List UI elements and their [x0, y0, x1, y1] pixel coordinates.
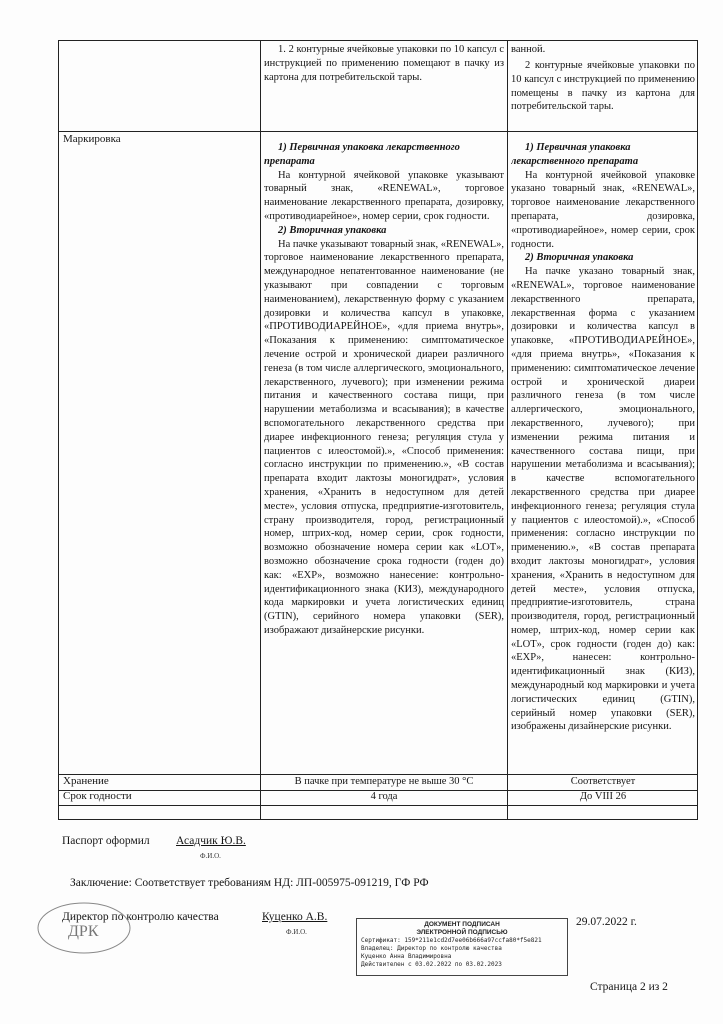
marking-label: Маркировка — [63, 133, 121, 145]
signature-title-2: ЭЛЕКТРОННОЙ ПОДПИСЬЮ — [416, 929, 508, 936]
director-name: Куценко А.В. — [262, 911, 328, 923]
marking-req-primary-heading: 1) Первичная упаковка лекарственного препарата — [264, 142, 460, 167]
document-table — [58, 40, 698, 820]
signature-owner-role: Владелец: Директор по контролю качества — [361, 945, 502, 952]
marking-req-secondary-text: На пачке указывают товарный знак, «RENEWAL», торговое наименование лекарственного препарата, международное непатентованное наименование (не указывают при совпадении с торговым наименованием), лекарственную форму с указанием дозировки и количества капсул в упаковке, «ПРОТИВОДИАРЕЙНОЕ», «для приема внутрь», «Показания к применению: симптоматическое лечение острой и хронической диареи различного генеза (в том числе аллергического, эмоционального, лекарственного, лучевого); при изменении режима питания и качественного состава пищи, при нарушении метаболизма и всасывания); в качестве вспомогательного лекарственного средства при диарее инфекционного генеза; регуляция стула у пациентов с илеостомой).», «Способ применения: согласно инструкции по применению.», «В состав препарата входит лактозы моногидрат», условия хранения, «Хранить в недоступном для детей месте», условия отпуска, предприятие-изготовитель, страну производителя, город, регистрационный номер, штрих-код, номер серии, срок годности, возможно обозначение номера серии как «LOT», возможно обозначение срока годности (годен до) как: «EXP», возможно нанесение: контрольно-идентификационного знака (КИЗ), международного кода маркировки и учета логистических единиц (GTIN), серийного номера упаковки (SER), изображают дизайнерские рисунки. — [264, 238, 504, 636]
signature-certificate: Сертификат: 159*211e1cd2d7ee06b666a97ccfa80*f5e821 — [361, 937, 542, 944]
packaging-result: 2 контурные ячейковые упаковки по 10 капсул с инструкцией по применению помещены в пачку из картона для потребительской тары. — [511, 60, 695, 113]
marking-req-secondary-heading: 2) Вторичная упаковка — [278, 224, 387, 236]
row-divider-marking — [59, 131, 697, 132]
shelf-requirement: 4 года — [370, 791, 398, 802]
company-stamp — [34, 898, 134, 956]
passport-name: Асадчик Ю.В. — [176, 835, 246, 847]
marking-req-primary-text: На контурной ячейковой упаковке указывают товарный знак, «RENEWAL», торговое наименование лекарственного препарата, дозировку, «противодиарейное», номер серии, срок годности. — [264, 169, 504, 222]
page-number: Страница 2 из 2 — [590, 981, 668, 993]
conclusion-text: Заключение: Соответствует требованиям НД: ЛП-005975-091219, ГФ РФ — [70, 877, 429, 889]
marking-res-primary-heading: 1) Первичная упаковка лекарственного препарата — [511, 142, 639, 167]
storage-result: Соответствует — [570, 776, 636, 787]
marking-requirement — [264, 141, 504, 771]
marking-result — [511, 141, 695, 771]
passport-label: Паспорт оформил — [62, 835, 150, 847]
approval-date: 29.07.2022 г. — [576, 916, 637, 928]
electronic-signature-box — [356, 918, 568, 976]
director-fio-label: Ф.И.О. — [286, 928, 307, 936]
marking-res-secondary-heading: 2) Вторичная упаковка — [525, 252, 634, 264]
packaging-requirement: 1. 2 контурные ячейковые упаковки по 10 капсул с инструкцией по применению помещают в пачку из картона для потребительской тары. — [264, 44, 504, 83]
signature-validity: Действителен с 03.02.2022 по 03.02.2023 — [361, 961, 502, 968]
marking-res-secondary-text: На пачке указано товарный знак, «RENEWAL», торговое наименование лекарственного препарата, лекарственная форма с указанием дозировки и количества капсул в упаковке, «ПРОТИВОДИАРЕЙНОЕ», «для приема внутрь», «Показания к применению: симптоматическое лечение острой и хронической диареи различного генеза (в том числе аллергического, эмоционального, лекарственного, лучевого); при изменении режима питания и качественного состава пищи, при нарушении метаболизма и всасывания); в качестве вспомогательного лекарственного средства при диарее инфекционного генеза; регуляция стула у пациентов с илеостомой).», «Способ применения: согласно инструкции по применению.», «В состав препарата входит лактозы моногидрат», условия хранения, «Хранить в недоступном для детей месте», условия отпуска, предприятие-изготовитель, страна производителя, город, регистрационный номер, штрих-код, номер серии как «LOT», срок годности (годен до) как: «EXP», нанесен: контрольно-идентификационный знак (КИЗ), международный код маркировки и учета логистических единиц (GTIN), серийный номер упаковки (SER), изображены дизайнерские рисунки. — [511, 266, 695, 733]
shelf-label: Срок годности — [63, 790, 132, 802]
packaging-result-top: ванной. — [511, 44, 546, 55]
col-divider-2 — [507, 41, 508, 819]
signature-title-1: ДОКУМЕНТ ПОДПИСАН — [424, 921, 500, 928]
svg-text:ДРК: ДРК — [68, 923, 99, 940]
storage-requirement: В пачке при температуре не выше 30 °С — [294, 776, 474, 787]
marking-res-primary-text: На контурной ячейковой упаковке указано товарный знак, «RENEWAL», торговое наименование лекарственного препарата, дозировка, «противодиарейное», номер серии, срок годности. — [511, 169, 695, 250]
passport-fio-label: Ф.И.О. — [200, 852, 221, 860]
shelf-result: До VIII 26 — [579, 791, 627, 802]
col-divider-1 — [260, 41, 261, 819]
director-label: Директор по контролю качества — [62, 911, 219, 923]
signature-owner-name: Куценко Анна Владимировна — [361, 953, 452, 960]
storage-label: Хранение — [63, 775, 109, 787]
row-divider-bottom — [59, 805, 697, 806]
